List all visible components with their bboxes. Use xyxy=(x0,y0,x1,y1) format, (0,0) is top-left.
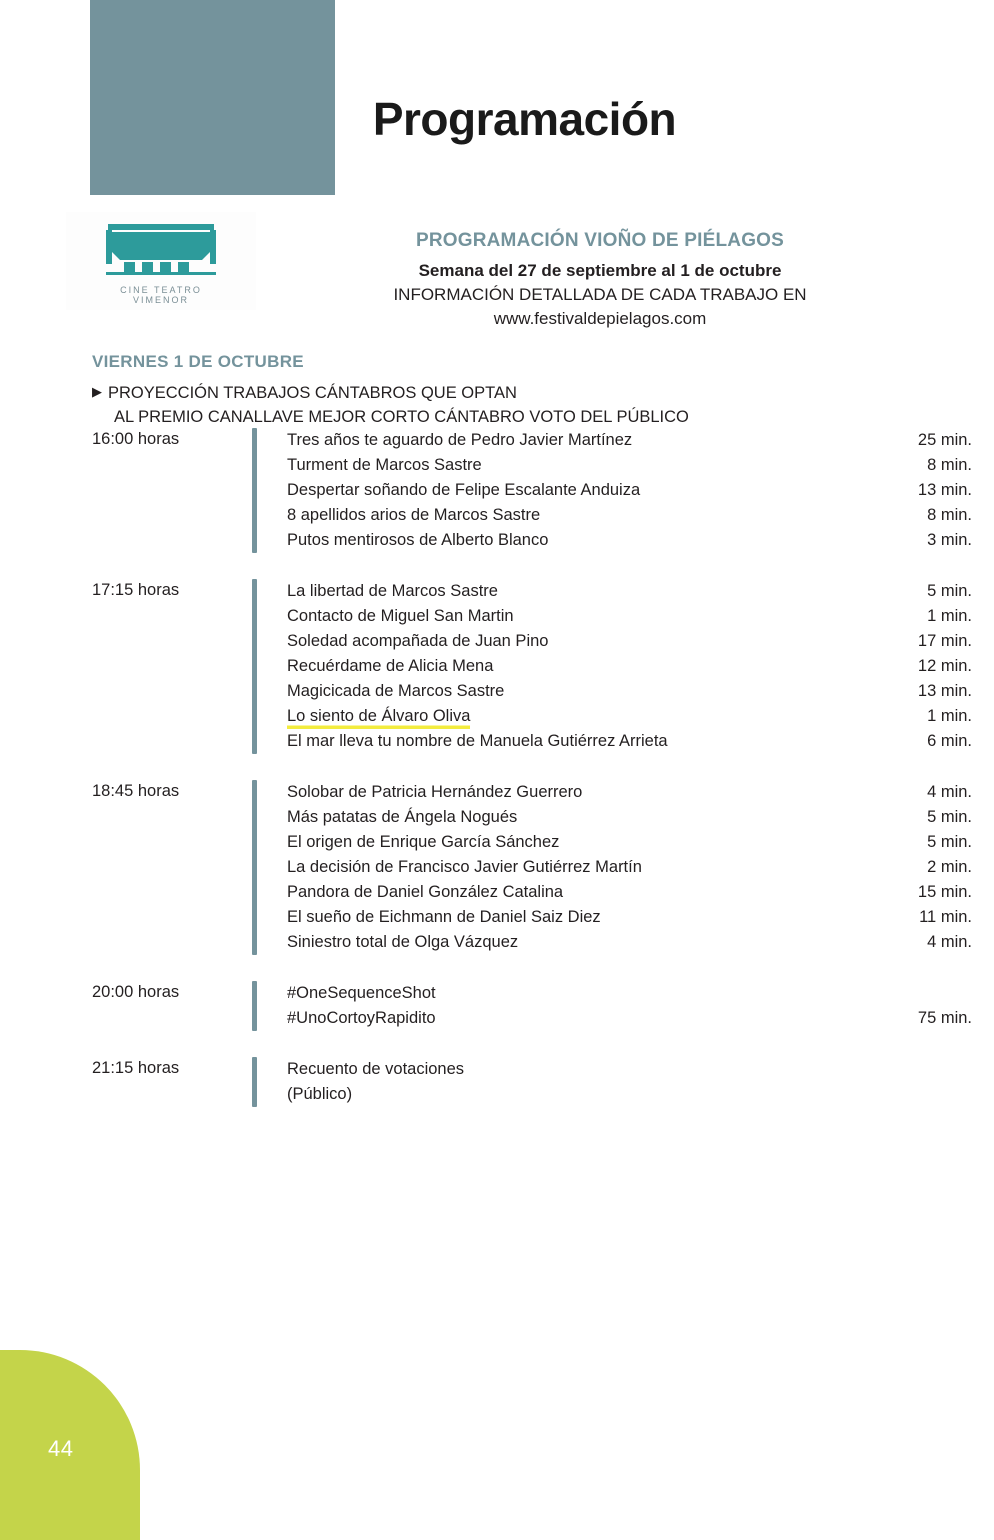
film-row xyxy=(287,830,972,855)
film-title xyxy=(287,1006,436,1031)
film-title xyxy=(287,780,582,805)
film-title xyxy=(287,830,559,855)
film-title xyxy=(287,729,668,754)
film-row xyxy=(287,981,972,1006)
film-name: Lo siento xyxy=(287,707,354,725)
film-title xyxy=(287,905,601,930)
film-title xyxy=(287,654,493,679)
film-title xyxy=(287,981,436,1006)
schedule-slot xyxy=(92,981,972,1031)
film-author: de Enrique García Sánchez xyxy=(352,833,560,851)
film-duration: 4 min. xyxy=(927,783,972,801)
film-duration: 5 min. xyxy=(927,808,972,826)
schedule-slot xyxy=(92,780,972,955)
film-name: Despertar soñando xyxy=(287,481,428,499)
film-author: de Marcos Sastre xyxy=(364,582,498,600)
film-name: El mar lleva tu nombre xyxy=(287,732,453,750)
film-row xyxy=(287,503,972,528)
film-author: de Manuela Gutiérrez Arrieta xyxy=(452,732,668,750)
film-row xyxy=(287,604,972,629)
film-author: de Marcos Sastre xyxy=(347,456,482,474)
film-row xyxy=(287,453,972,478)
film-duration: 5 min. xyxy=(927,582,972,600)
film-row xyxy=(287,528,972,553)
film-name: (Público) xyxy=(287,1085,353,1103)
film-author: de Pedro Javier Martínez xyxy=(443,431,633,449)
film-row xyxy=(287,629,972,654)
film-name: El sueño de Eichmann xyxy=(287,908,453,926)
film-title xyxy=(287,1057,464,1082)
film-duration: 8 min. xyxy=(927,506,972,524)
film-row xyxy=(287,679,972,704)
film-title xyxy=(287,629,548,654)
film-duration: 15 min. xyxy=(917,883,972,901)
film-author: de Daniel Saiz Diez xyxy=(452,908,601,926)
film-title xyxy=(287,880,563,905)
program-header-info: INFORMACIÓN DETALLADA DE CADA TRABAJO EN xyxy=(393,285,807,305)
film-duration: 8 min. xyxy=(927,456,972,474)
schedule-slot xyxy=(92,428,972,553)
theatre-building-icon xyxy=(98,218,224,278)
program-header xyxy=(270,228,930,331)
section-note-line1: PROYECCIÓN TRABAJOS CÁNTABROS QUE OPTAN xyxy=(108,384,517,402)
slot-accent-bar xyxy=(252,780,257,955)
film-name: Recuento de votaciones xyxy=(287,1060,465,1078)
film-duration: 6 min. xyxy=(927,732,972,750)
film-title xyxy=(287,805,517,830)
film-name: #UnoCortoyRapidito xyxy=(287,1009,436,1027)
film-author: de Miguel San Martin xyxy=(353,607,514,625)
film-name: Putos mentirosos xyxy=(287,531,415,549)
film-row xyxy=(287,905,972,930)
film-name: Magicicada xyxy=(287,682,371,700)
film-duration: 11 min. xyxy=(919,908,972,926)
film-row xyxy=(287,880,972,905)
slot-film-list xyxy=(287,579,972,754)
film-author: de Daniel González Catalina xyxy=(349,883,564,901)
film-name: Contacto xyxy=(287,607,354,625)
film-duration: 1 min. xyxy=(927,707,972,725)
film-row xyxy=(287,729,972,754)
film-duration: 13 min. xyxy=(917,682,972,700)
film-name: Pandora xyxy=(287,883,350,901)
program-header-title: PROGRAMACIÓN VIOÑO DE PIÉLAGOS xyxy=(415,230,785,251)
film-name: Tres años te aguardo xyxy=(287,431,444,449)
film-duration: 5 min. xyxy=(927,833,972,851)
section-note xyxy=(92,382,892,430)
film-title xyxy=(287,528,548,553)
film-duration: 4 min. xyxy=(927,933,972,951)
slot-time: 17:15 horas xyxy=(92,581,180,599)
film-name: #OneSequenceShot xyxy=(287,984,436,1002)
section-note-line2: AL PREMIO CANALLAVE MEJOR CORTO CÁNTABRO VOTO DEL PÚBLICO xyxy=(114,407,689,426)
film-row xyxy=(287,478,972,503)
slot-accent-bar xyxy=(252,1057,257,1107)
film-author: de Alicia Mena xyxy=(381,657,494,675)
film-author: de Alberto Blanco xyxy=(414,531,549,549)
film-author: de Olga Vázquez xyxy=(386,933,519,951)
film-row xyxy=(287,579,972,604)
slot-time: 16:00 horas xyxy=(92,430,180,448)
film-title xyxy=(287,604,514,629)
film-author: de Ángela Nogués xyxy=(376,808,518,826)
film-name: Soledad acompañada xyxy=(287,632,448,650)
film-row xyxy=(287,780,972,805)
film-author: de Francisco Javier Gutiérrez Martín xyxy=(370,858,642,876)
day-heading: VIERNES 1 DE OCTUBRE xyxy=(92,352,304,371)
slot-film-list xyxy=(287,981,972,1031)
film-row xyxy=(287,704,972,729)
slot-accent-bar xyxy=(252,579,257,754)
film-author: de Juan Pino xyxy=(447,632,549,650)
film-title xyxy=(287,503,540,528)
film-duration: 1 min. xyxy=(927,607,972,625)
film-title xyxy=(287,428,632,453)
film-duration: 75 min. xyxy=(917,1009,972,1027)
film-name: 8 apellidos arios xyxy=(287,506,407,524)
film-name: Turment xyxy=(287,456,348,474)
film-duration: 17 min. xyxy=(917,632,972,650)
film-duration: 2 min. xyxy=(927,858,972,876)
film-author: de Marcos Sastre xyxy=(370,682,505,700)
slot-accent-bar xyxy=(252,981,257,1031)
film-name: Más patatas xyxy=(287,808,377,826)
film-name: Recuérdame xyxy=(287,657,382,675)
film-title xyxy=(287,930,518,955)
film-title xyxy=(287,704,470,729)
film-name: La decisión xyxy=(287,858,371,876)
film-row xyxy=(287,1006,972,1031)
film-row xyxy=(287,428,972,453)
slot-accent-bar xyxy=(252,428,257,553)
film-duration: 25 min. xyxy=(917,431,972,449)
film-row xyxy=(287,1057,972,1082)
film-author: de Patricia Hernández Guerrero xyxy=(343,783,583,801)
slot-time: 20:00 horas xyxy=(92,983,180,1001)
program-header-week: Semana del 27 de septiembre al 1 de octubre xyxy=(418,260,782,280)
slot-time: 21:15 horas xyxy=(92,1059,180,1077)
film-name: El origen xyxy=(287,833,353,851)
slot-film-list xyxy=(287,1057,972,1107)
film-title xyxy=(287,478,640,503)
triangle-bullet-icon: ▶ xyxy=(92,384,102,399)
film-row xyxy=(287,855,972,880)
film-title xyxy=(287,579,498,604)
film-name: Solobar xyxy=(287,783,344,801)
page-title: Programación xyxy=(372,93,677,145)
film-row xyxy=(287,930,972,955)
program-header-website: www.festivaldepielagos.com xyxy=(493,309,707,329)
slot-film-list xyxy=(287,428,972,553)
film-duration: 13 min. xyxy=(917,481,972,499)
schedule-slot xyxy=(92,1057,972,1107)
film-row xyxy=(287,654,972,679)
film-author: de Álvaro Oliva xyxy=(353,707,471,725)
film-row xyxy=(287,1082,972,1107)
schedule-list xyxy=(92,428,972,1133)
schedule-slot xyxy=(92,579,972,754)
film-duration: 3 min. xyxy=(927,531,972,549)
film-title xyxy=(287,453,482,478)
slot-film-list xyxy=(287,780,972,955)
film-name: La libertad xyxy=(287,582,365,600)
slot-time: 18:45 horas xyxy=(92,782,180,800)
page-number: 44 xyxy=(48,1436,74,1461)
film-name: Siniestro total xyxy=(287,933,387,951)
film-title xyxy=(287,679,504,704)
film-title xyxy=(287,855,642,880)
logo-caption: CINE TEATRO VIMENOR xyxy=(120,284,202,305)
film-author: de Felipe Escalante Anduiza xyxy=(427,481,641,499)
film-duration: 12 min. xyxy=(917,657,972,675)
film-author: de Marcos Sastre xyxy=(406,506,541,524)
film-row xyxy=(287,805,972,830)
film-title xyxy=(287,1082,352,1107)
cine-teatro-vimenor-logo xyxy=(66,212,256,310)
